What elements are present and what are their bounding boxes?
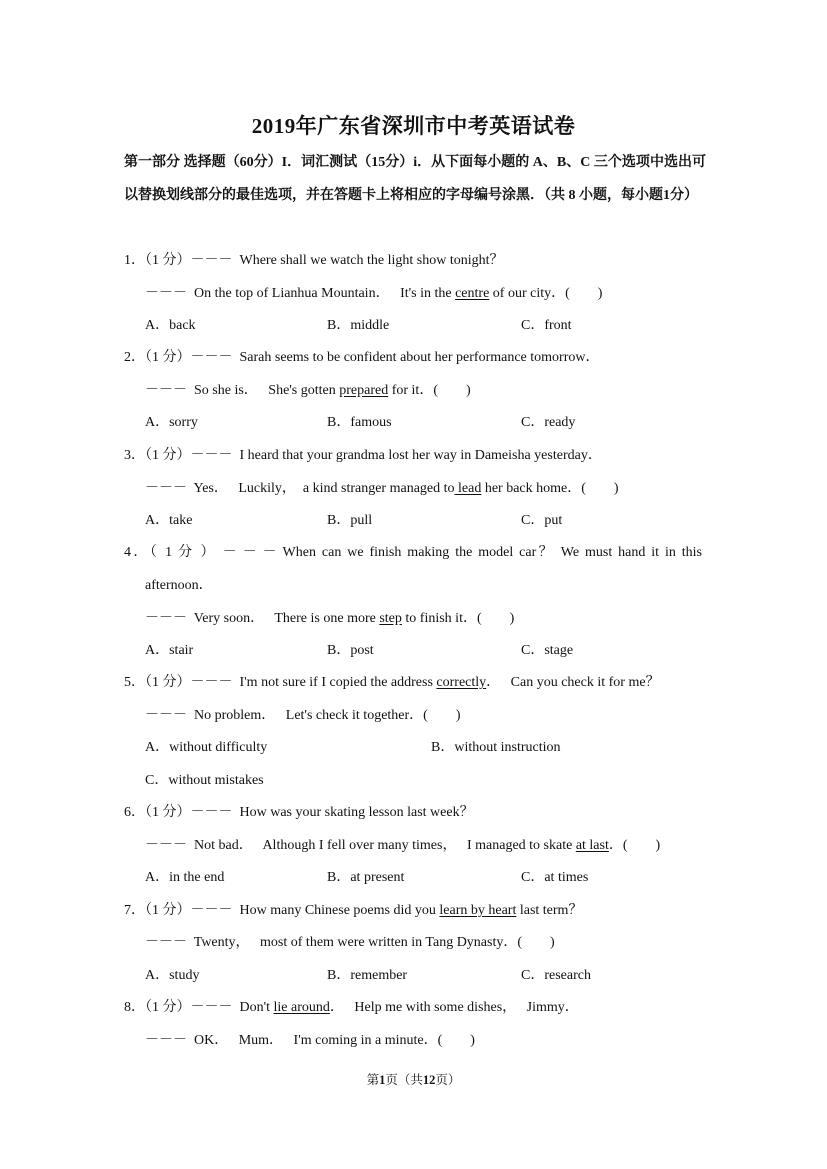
option-a[interactable]: A．stair bbox=[145, 643, 194, 658]
question-4: 4．（ 1 分 ） － － － When can we finish making the model car？ We must hand it in this bbox=[124, 545, 702, 560]
option-a[interactable]: A．study bbox=[145, 968, 200, 983]
question-8: 8．（1 分）－－－ Don't lie around． Help me with some dishes， Jimmy． bbox=[124, 1000, 579, 1015]
option-b[interactable]: B．without instruction bbox=[431, 740, 561, 755]
underlined-word: lead bbox=[454, 481, 482, 496]
underlined-word: lie around bbox=[273, 1000, 330, 1015]
option-c[interactable]: C．research bbox=[521, 968, 591, 983]
option-a[interactable]: A．sorry bbox=[145, 415, 198, 430]
option-b[interactable]: B．pull bbox=[327, 513, 373, 528]
option-b[interactable]: B．remember bbox=[327, 968, 408, 983]
question-5-reply: －－－ No problem． Let's check it together．( ) bbox=[145, 708, 461, 723]
section-instructions: 第一部分 选择题（60分）I．词汇测试（15分）i．从下面每小题的 A、B、C 三个选项中选出可以替换划线部分的最佳选项，并在答题卡上将相应的字母编号涂黑．（共 8 小题，每小题1分） bbox=[124, 155, 706, 203]
option-a[interactable]: A．without difficulty bbox=[145, 740, 268, 755]
option-c[interactable]: C．put bbox=[521, 513, 563, 528]
question-2: 2．（1 分）－－－ Sarah seems to be confident about her performance tomorrow． bbox=[124, 350, 600, 365]
option-c[interactable]: C．at times bbox=[521, 870, 589, 885]
underlined-word: learn by heart bbox=[439, 903, 517, 918]
question-1: 1．（1 分）－－－ Where shall we watch the light show tonight？ bbox=[124, 253, 504, 268]
question-2-reply: －－－ So she is． She's gotten prepared for it．( ) bbox=[145, 383, 471, 398]
option-a[interactable]: A．take bbox=[145, 513, 193, 528]
option-c[interactable]: C．front bbox=[521, 318, 572, 333]
option-a[interactable]: A．back bbox=[145, 318, 196, 333]
page-title: 2019年广东省深圳市中考英语试卷 bbox=[251, 114, 576, 138]
underlined-word: correctly bbox=[436, 675, 487, 690]
question-1-reply: －－－ On the top of Lianhua Mountain． It's in the centre of our city．( ) bbox=[145, 286, 603, 301]
option-b[interactable]: B．middle bbox=[327, 318, 390, 333]
question-3: 3．（1 分）－－－ I heard that your grandma lost her way in Dameisha yesterday． bbox=[124, 448, 602, 463]
underlined-word: centre bbox=[455, 286, 490, 301]
option-a[interactable]: A．in the end bbox=[145, 870, 225, 885]
question-4-continued: afternoon． bbox=[145, 578, 213, 593]
question-6-reply: －－－ Not bad． Although I fell over many times， I managed to skate at last．( ) bbox=[145, 838, 661, 853]
option-c[interactable]: C．ready bbox=[521, 415, 576, 430]
underlined-word: prepared bbox=[339, 383, 389, 398]
question-4-reply: －－－ Very soon． There is one more step to finish it．( ) bbox=[145, 611, 515, 626]
option-b[interactable]: B．post bbox=[327, 643, 374, 658]
option-c[interactable]: C．stage bbox=[521, 643, 574, 658]
question-7-reply: －－－ Twenty， most of them were written in Tang Dynasty．( ) bbox=[145, 935, 555, 950]
page-footer: 第1页（共12页） bbox=[366, 1073, 461, 1087]
question-8-reply: －－－ OK． Mum． I'm coming in a minute．( ) bbox=[145, 1033, 475, 1048]
question-6: 6．（1 分）－－－ How was your skating lesson last week？ bbox=[124, 805, 474, 820]
question-7: 7．（1 分）－－－ How many Chinese poems did you learn by heart last term？ bbox=[124, 903, 583, 918]
underlined-word: at last bbox=[575, 838, 609, 853]
question-3-reply: －－－ Yes． Luckily， a kind stranger managed to lead her back home．( ) bbox=[145, 481, 619, 496]
option-b[interactable]: B．at present bbox=[327, 870, 405, 885]
question-5: 5．（1 分）－－－ I'm not sure if I copied the address correctly． Can you check it for me？ bbox=[124, 675, 660, 690]
underlined-word: step bbox=[379, 611, 402, 626]
option-c[interactable]: C．without mistakes bbox=[145, 773, 264, 788]
option-b[interactable]: B．famous bbox=[327, 415, 392, 430]
